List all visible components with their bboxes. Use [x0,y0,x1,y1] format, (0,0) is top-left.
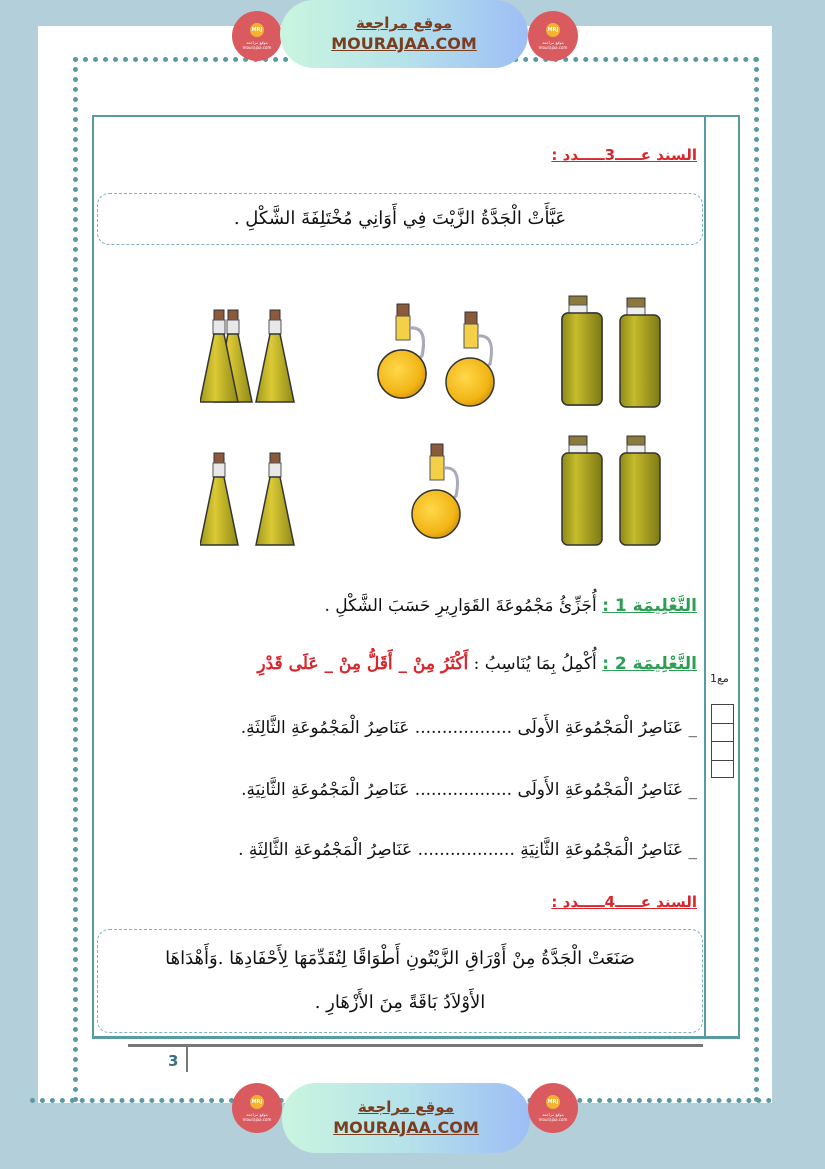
page-number: 3 [168,1052,179,1070]
oil-bottles-illustration [200,290,680,550]
page-number-divider [186,1046,188,1072]
site-name-en: MOURAJAA.COM [333,1118,479,1137]
score-cell[interactable] [712,724,733,743]
instruction-1-text: أُجَزِّئُ مَجْمُوعَةَ القَوَارِيرِ حَسَبَ الشَّكْلِ . [324,596,603,616]
site-badge-left-footer [232,1083,282,1133]
site-banner-footer[interactable] [282,1083,530,1153]
logo-icon: MRJ [250,23,264,37]
section4-line-2: الأَوْلاَدُ بَاقَةً مِنَ الأَزْهَارِ . [314,992,486,1013]
instruction-1-label: التَّعْلِيمَة 1 : [602,596,697,616]
site-badge-right-footer [528,1083,578,1133]
site-name-ar: موقع مراجعة [357,1098,455,1116]
site-badge-left [232,11,282,61]
score-label: مع1 [710,672,729,685]
score-column-divider [704,115,706,1039]
logo-icon: MRJ [546,23,560,37]
section4-text-box [97,929,703,1033]
site-name-ar: موقع مراجعة [355,14,453,32]
section3-text: عَبَّأَتْ الْجَدَّةُ الزَّيْتَ فِي أَوَانِي مُخْتَلِفَةَ الشَّكْلِ . [233,208,567,229]
instruction-2-text: أُكْمِلُ بِمَا يُنَاسِبُ : [468,654,603,674]
instruction-2-options: أَكْثَرُ مِنْ _ أَقَلُّ مِنْ _ عَلَى قَدْرِ [257,654,469,674]
site-badge-right [528,11,578,61]
fill-line-1[interactable]: _ عَنَاصِرُ الْمَجْمُوعَةِ الأَولَى .................. عَنَاصِرُ الْمَجْمُوعَةِ الثَّالِثَةِ. [240,718,697,738]
section4-heading: السند عـــــ4ـــــدد : [551,893,697,911]
section4-line-1: صَنَعَتْ الْجَدَّةُ مِنْ أَوْرَاقِ الزَّيْتُونِ أَطْوَاقًا لِتُقَدِّمَهَا لِأَحْفَادِهَا .وَأَهْدَاهَا [165,948,635,969]
score-cell[interactable] [712,742,733,761]
instruction-2 [257,654,697,674]
badge-text: موقع مراجعة mourajaa.com [538,39,568,50]
score-cell[interactable] [712,761,733,780]
badge-text: موقع مراجعة mourajaa.com [538,1111,568,1122]
fill-line-2[interactable]: _ عَنَاصِرُ الْمَجْمُوعَةِ الأَولَى .................. عَنَاصِرُ الْمَجْمُوعَةِ الثَّانِيَةِ. [241,780,697,800]
badge-text: موقع مراجعة mourajaa.com [242,1111,272,1122]
logo-icon: MRJ [546,1095,560,1109]
section3-text-box [97,193,703,245]
logo-icon: MRJ [250,1095,264,1109]
fill-line-3[interactable]: _ عَنَاصِرُ الْمَجْمُوعَةِ الثَّانِيَةِ .................. عَنَاصِرُ الْمَجْمُوعَةِ الثَّالِثَةِ . [238,840,697,860]
instruction-2-label: التَّعْلِيمَة 2 : [602,654,697,674]
section3-heading: السند عـــــ3ـــــدد : [551,146,697,164]
badge-text: موقع مراجعة mourajaa.com [242,39,272,50]
site-name-en: MOURAJAA.COM [331,34,477,53]
instruction-1 [324,596,697,616]
bottles-svg [200,290,680,550]
score-boxes[interactable] [711,704,734,778]
content-frame-bottom [92,1036,740,1039]
footer-rule [128,1044,703,1047]
site-banner-header[interactable] [280,0,528,68]
score-cell[interactable] [712,705,733,724]
